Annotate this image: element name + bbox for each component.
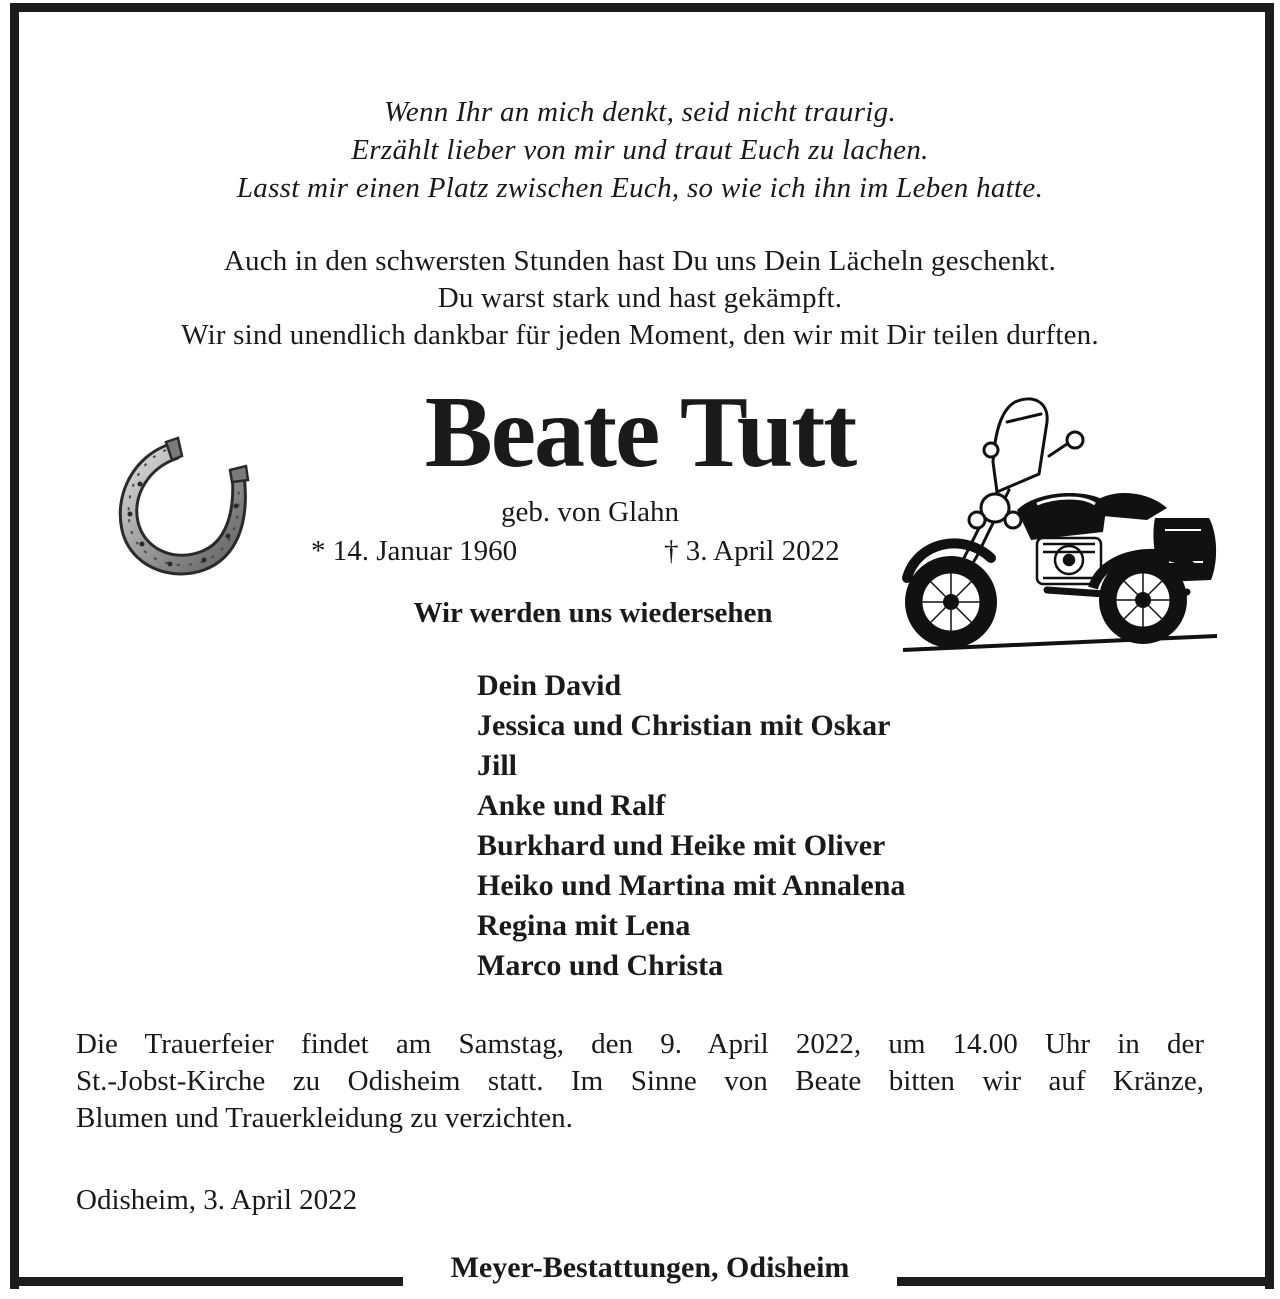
poem-line: Erzählt lieber von mir und traut Euch zu lachen.: [351, 134, 929, 166]
place-and-date: Odisheim, 3. April 2022: [76, 1184, 358, 1216]
motorcycle-icon: [897, 392, 1223, 654]
mourner-entry: Heiko und Martina mit Annalena: [477, 869, 906, 902]
mourner-entry: Burkhard und Heike mit Oliver: [477, 829, 886, 862]
motto: Wir werden uns wiedersehen: [413, 597, 773, 629]
mourner-entry: Marco und Christa: [477, 949, 724, 982]
tribute-line: Wir sind unendlich dankbar für jeden Moment, den wir mit Dir teilen durften.: [181, 319, 1099, 351]
deceased-name: Beate Tutt: [424, 376, 856, 489]
horseshoe-icon: [108, 432, 256, 584]
mourner-entry: Regina mit Lena: [477, 909, 691, 942]
funeral-notice: [76, 1026, 1204, 1137]
poem-verse: [0, 93, 1280, 207]
poem-line: Lasst mir einen Platz zwischen Euch, so wie ich ihn im Leben hatte.: [236, 172, 1044, 204]
mourners-list: [477, 666, 905, 986]
tribute-line: Du warst stark und hast gekämpft.: [437, 282, 843, 314]
funeral-notice-line: Die Trauerfeier findet am Samstag, den 9. April 2022, um 14.00 Uhr in der: [76, 1028, 1204, 1060]
tribute-text: [0, 243, 1280, 354]
tribute-line: Auch in den schwersten Stunden hast Du uns Dein Lächeln geschenkt.: [223, 245, 1057, 277]
death-date: † 3. April 2022: [664, 535, 840, 567]
mourner-entry: Jessica und Christian mit Oskar: [477, 709, 891, 742]
funeral-notice-line: Blumen und Trauerkleidung zu verzichten.: [76, 1102, 573, 1134]
mourner-entry: Dein David: [477, 669, 622, 702]
birth-date: * 14. Januar 1960: [311, 535, 518, 567]
poem-line: Wenn Ihr an mich denkt, seid nicht traurig.: [383, 96, 897, 128]
frame-bottom-rule-left: [10, 1277, 403, 1286]
undertaker-credit: Meyer-Bestattungen, Odisheim: [450, 1251, 850, 1284]
frame-bottom-rule-right: [897, 1277, 1274, 1286]
mourner-entry: Jill: [477, 749, 518, 782]
mourner-entry: Anke und Ralf: [477, 789, 666, 822]
maiden-name: geb. von Glahn: [501, 496, 679, 528]
funeral-notice-line: St.-Jobst-Kirche zu Odisheim statt. Im Sinne von Beate bitten wir auf Kränze,: [76, 1065, 1204, 1097]
